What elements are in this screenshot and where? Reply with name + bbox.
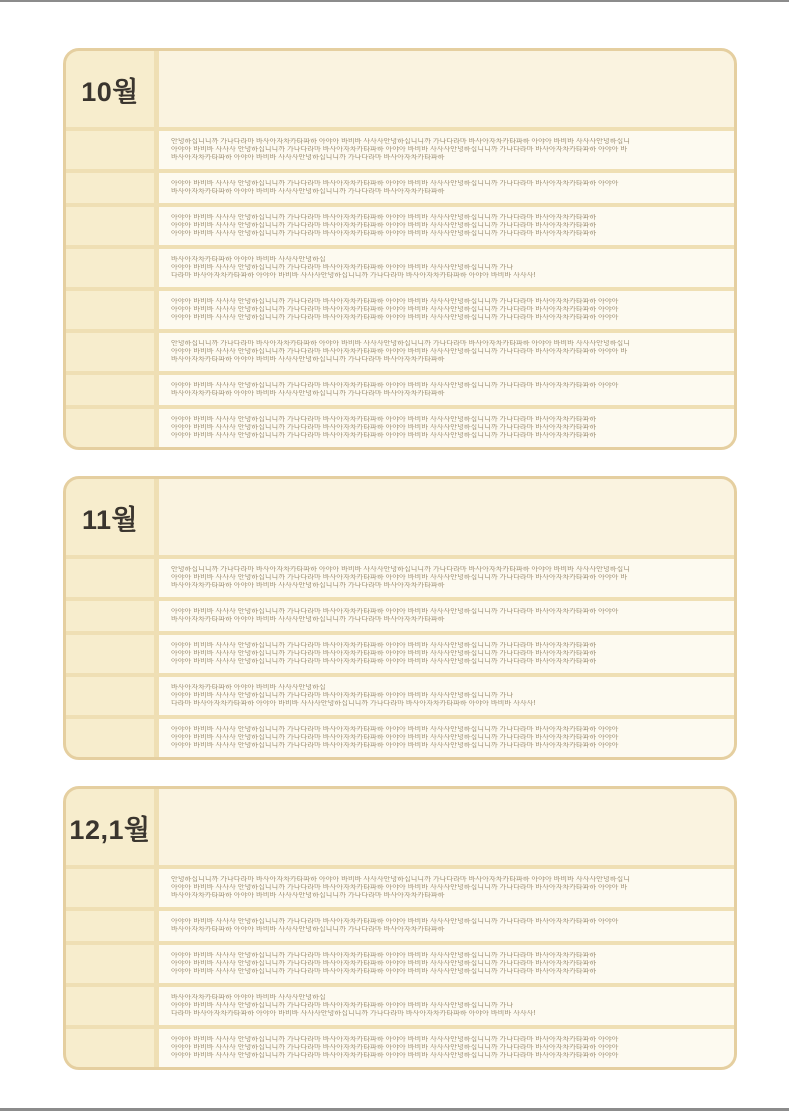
page-top-rule <box>0 0 789 2</box>
text-line: 아야아 바비바 사사사 안녕하십니니까 가나다라마 바사아자차카타파하 아야아 바비바 사사사안녕하십니니까 가나 <box>171 692 514 699</box>
page-bottom-rule <box>0 1108 789 1111</box>
text-line: 아야아 바비바 사사사 안녕하십니니까 가나다라마 바사아자차카타파하 아야아 바비바 사사사안녕하십니니까 가나다라마 바사아자차카타파하 <box>171 416 597 423</box>
row-label-cell <box>66 375 154 405</box>
text-line: 안녕하십니니까 가나다라마 바사아자차카타파하 아야아 바비바 사사사안녕하십니니까 가나다라마 바사아자차카타파하 아야아 바비바 사사사안녕하십니 <box>171 340 630 347</box>
row-label-cell <box>66 131 154 169</box>
row-content-cell <box>159 911 734 941</box>
month-label-cell <box>66 789 154 865</box>
text-line: 아야아 바비바 사사사 안녕하십니니까 가나다라마 바사아자차카타파하 아야아 바비바 사사사안녕하십니니까 가나다라마 바사아자차카타파하 아야아 <box>171 298 619 305</box>
row-label-cell <box>66 635 154 673</box>
text-line: 아야아 바비바 사사사 안녕하십니니까 가나다라마 바사아자차카타파하 아야아 바비바 사사사안녕하십니니까 가나다라마 바사아자차카타파하 아야아 <box>171 314 619 321</box>
text-line: 아야아 바비바 사사사 안녕하십니니까 가나다라마 바사아자차카타파하 아야아 바비바 사사사안녕하십니니까 가나다라마 바사아자차카타파하 아야아 <box>171 306 619 313</box>
text-line: 다라마 바사아자차카타파하 아야아 바비바 사사사안녕하십니니까 가나다라마 바사아자차카타파하 아야아 바비바 사사사! <box>171 272 536 279</box>
row-content-cell <box>159 249 734 287</box>
month-section-2 <box>63 476 737 760</box>
table-row <box>66 945 734 983</box>
text-line: 바사아자차카타파하 아야아 바비바 사사사안녕하십니니까 가나다라마 바사아자차카타파하 <box>171 582 445 589</box>
table-row <box>66 131 734 169</box>
text-line: 아야아 바비바 사사사 안녕하십니니까 가나다라마 바사아자차카타파하 아야아 바비바 사사사안녕하십니니까 가나다라마 바사아자차카타파하 <box>171 222 597 229</box>
row-label-cell <box>66 911 154 941</box>
row-content-cell <box>159 375 734 405</box>
row-content-cell <box>159 601 734 631</box>
row-content-cell <box>159 869 734 907</box>
text-line: 바사아자차카타파하 아야아 바비바 사사사안녕하십 <box>171 256 326 263</box>
text-line: 아야아 바비바 사사사 안녕하십니니까 가나다라마 바사아자차카타파하 아야아 바비바 사사사안녕하십니니까 가나다라마 바사아자차카타파하 아야아 <box>171 382 619 389</box>
text-line: 안녕하십니니까 가나다라마 바사아자차카타파하 아야아 바비바 사사사안녕하십니니까 가나다라마 바사아자차카타파하 아야아 바비바 사사사안녕하십니 <box>171 876 630 883</box>
text-line: 바사아자차카타파하 아야아 바비바 사사사안녕하십니니까 가나다라마 바사아자차카타파하 <box>171 390 445 397</box>
table-row <box>66 375 734 405</box>
text-line: 아야아 바비바 사사사 안녕하십니니까 가나다라마 바사아자차카타파하 아야아 바비바 사사사안녕하십니니까 가나다라마 바사아자차카타파하 <box>171 650 597 657</box>
table-row <box>66 677 734 715</box>
row-content-cell <box>159 409 734 447</box>
table-row <box>66 601 734 631</box>
text-line: 아야아 바비바 사사사 안녕하십니니까 가나다라마 바사아자차카타파하 아야아 바비바 사사사안녕하십니니까 가나다라마 바사아자차카타파하 <box>171 230 597 237</box>
text-line: 아야아 바비바 사사사 안녕하십니니까 가나다라마 바사아자차카타파하 아야아 바비바 사사사안녕하십니니까 가나다라마 바사아자차카타파하 <box>171 960 597 967</box>
text-line: 아야아 바비바 사사사 안녕하십니니까 가나다라마 바사아자차카타파하 아야아 바비바 사사사안녕하십니니까 가나다라마 바사아자차카타파하 아야아 <box>171 180 619 187</box>
month-label: 12,1월 <box>69 814 151 845</box>
text-line: 아야아 비비바 사사사 안녕하십니니까 가나다라마 바사아자차카타파하 아야아 바비바 사사사안녕하십니니까 가나다라마 바사아자차카타파하 <box>171 642 597 649</box>
text-line: 바사아자차카타파하 아야아 바비바 사사사안녕하십니니까 가나다라마 바사아자차카타파하 <box>171 616 445 623</box>
text-line: 아야아 바비바 사사사 안녕하십니니까 가나다라마 바사아자차카타파하 아야아 바비바 사사사안녕하십니니까 가나다라마 바사아자차카타파하 <box>171 952 597 959</box>
text-line: 아야아 바비바 사사사 안녕하십니니까 가나다라마 바사아자차카타파하 아야아 바비바 사사사안녕하십니니까 가나다라마 바사아자차카타파하 <box>171 214 597 221</box>
month-section-3 <box>63 786 737 1070</box>
table-row <box>66 1029 734 1067</box>
row-content-cell <box>159 719 734 757</box>
row-content-cell <box>159 291 734 329</box>
text-line: 바사아자차카타파하 아야아 바비바 사사사안녕하십니니까 가나다라마 바사아자차카타파하 <box>171 892 445 899</box>
row-label-cell <box>66 559 154 597</box>
row-label-cell <box>66 677 154 715</box>
row-label-cell <box>66 173 154 203</box>
row-label-cell <box>66 249 154 287</box>
text-line: 바사아자차카타파하 아야아 바비바 사사사안녕하십니니까 가나다라마 바사아자차카타파하 <box>171 154 445 161</box>
row-content-cell <box>159 677 734 715</box>
content <box>63 48 737 1096</box>
month-label-cell <box>66 51 154 127</box>
table-row <box>66 173 734 203</box>
table-row <box>66 869 734 907</box>
text-line: 아야아 바비바 사사사 안녕하십니니까 가나다라마 바사아자차카타파하 아야아 바비바 사사사안녕하십니니까 가나다라마 바사아자차카타파하 <box>171 658 597 665</box>
row-label-cell <box>66 409 154 447</box>
text-line: 아야아 바비바 사사사 안녕하십니니까 가나다라마 바사아자차카타파하 아야아 바비바 사사사안녕하십니니까 가나다라마 바사아자차카타파하 아야아 바 <box>171 884 628 891</box>
text-line: 아야아 바비바 사사사 안녕하십니니까 가나다라마 바사아자차카타파하 아야아 바비바 사사사안녕하십니니까 가나다라마 바사아자차카타파하 아야아 <box>171 734 619 741</box>
text-line: 다라마 바사아자차카타파하 아야아 바비바 사사사안녕하십니니까 가나다라마 바사아자차카타파하 아야아 바비바 사사사! <box>171 700 536 707</box>
row-label-cell <box>66 719 154 757</box>
text-line: 다라마 바사아자차카타파하 아야아 바비바 사사사안녕하십니니까 가나다라마 바사아자차카타파하 아야아 바비바 사사사! <box>171 1010 536 1017</box>
text-line: 아야아 바비바 사사사 안녕하십니니까 가나다라마 바사아자차카타파하 아야아 바비바 사사사안녕하십니니까 가나다라마 바사아자차카타파하 <box>171 968 597 975</box>
table-row <box>66 291 734 329</box>
text-line: 안녕하십니니까 가나다라마 바사아자차카타파하 아야아 바비바 사사사안녕하십니니까 가나다라마 바사아자차카타파하 아야아 바비바 사사사안녕하십니 <box>171 566 630 573</box>
row-content-cell <box>159 333 734 371</box>
month-header-content-cell <box>159 479 734 555</box>
row-content-cell <box>159 987 734 1025</box>
text-line: 아야아 바비바 사사사 안녕하십니니까 가나다라마 바사아자차카타파하 아야아 바비바 사사사안녕하십니니까 가나다라마 바사아자차카타파하 아야아 <box>171 742 619 749</box>
month-header-content-cell <box>159 51 734 127</box>
row-content-cell <box>159 1029 734 1067</box>
month-section-1 <box>63 48 737 450</box>
text-line: 아야아 바비바 사사사 안녕하십니니까 가나다라마 바사아자차카타파하 아야아 바비바 사사사안녕하십니니까 가나다라마 바사아자차카타파하 아야아 <box>171 1044 619 1051</box>
row-label-cell <box>66 869 154 907</box>
month-label: 10월 <box>81 76 139 107</box>
month-label: 11월 <box>81 504 139 535</box>
row-label-cell <box>66 333 154 371</box>
row-label-cell <box>66 291 154 329</box>
text-line: 바사아자차카타파하 아야아 바비바 사사사안녕하십니니까 가나다라마 바사아자차카타파하 <box>171 356 445 363</box>
table-row <box>66 911 734 941</box>
row-label-cell <box>66 945 154 983</box>
month-header-row <box>66 479 734 555</box>
row-content-cell <box>159 559 734 597</box>
table-row <box>66 409 734 447</box>
text-line: 아야아 바비바 사사사 안녕하십니니까 가나다라마 바사아자차카타파하 아야아 바비바 사사사안녕하십니니까 가나 <box>171 264 514 271</box>
text-line: 아야아 바비바 사사사 안녕하십니니까 가나다라마 바사아자차카타파하 아야아 바비바 사사사안녕하십니니까 가나다라마 바사아자차카타파하 아야아 <box>171 918 619 925</box>
text-line: 바사아자차카타파하 아야아 바비바 사사사안녕하십니니까 가나다라마 바사아자차카타파하 <box>171 926 445 933</box>
text-line: 바사아자차카타파하 아야아 바비바 사사사안녕하십 <box>171 684 326 691</box>
month-header-row <box>66 51 734 127</box>
row-content-cell <box>159 207 734 245</box>
text-line: 바사아자차카타파하 아야아 바비바 사사사안녕하십니니까 가나다라마 바사아자차카타파하 <box>171 188 445 195</box>
row-label-cell <box>66 207 154 245</box>
text-line: 아야아 바비바 사사사 안녕하십니니까 가나다라마 바사아자차카타파하 아야아 바비바 사사사안녕하십니니까 가나다라마 바사아자차카타파하 <box>171 424 597 431</box>
table-row <box>66 559 734 597</box>
row-content-cell <box>159 945 734 983</box>
text-line: 아야아 바비바 사사사 안녕하십니니까 가나다라마 바사아자차카타파하 아야아 바비바 사사사안녕하십니니까 가나다라마 바사아자차카타파하 아야아 바 <box>171 146 628 153</box>
month-label-cell <box>66 479 154 555</box>
table-row <box>66 987 734 1025</box>
text-line: 아야아 바비바 사사사 안녕하십니니까 가나다라마 바사아자차카타파하 아야아 바비바 사사사안녕하십니니까 가나다라마 바사아자차카타파하 아야아 <box>171 726 619 733</box>
text-line: 아야아 바비바 사사사 안녕하십니니까 가나다라마 바사아자차카타파하 아야아 바비바 사사사안녕하십니니까 가나다라마 바사아자차카타파하 아야아 <box>171 608 619 615</box>
text-line: 아야아 바비바 사사사 안녕하십니니까 가나다라마 바사아자차카타파하 아야아 바비바 사사사안녕하십니니까 가나다라마 바사아자차카타파하 아야아 <box>171 1036 619 1043</box>
row-content-cell <box>159 131 734 169</box>
row-label-cell <box>66 987 154 1025</box>
row-label-cell <box>66 601 154 631</box>
text-line: 아야아 바비바 사사사 안녕하십니니까 가나다라마 바사아자차카타파하 아야아 바비바 사사사안녕하십니니까 가나 <box>171 1002 514 1009</box>
table-row <box>66 719 734 757</box>
table-row <box>66 207 734 245</box>
text-line: 아야아 바비바 사사사 안녕하십니니까 가나다라마 바사아자차카타파하 아야아 바비바 사사사안녕하십니니까 가나다라마 바사아자차카타파하 <box>171 432 597 439</box>
text-line: 아야아 바비바 사사사 안녕하십니니까 가나다라마 바사아자차카타파하 아야아 바비바 사사사안녕하십니니까 가나다라마 바사아자차카타파하 아야아 바 <box>171 574 628 581</box>
month-header-content-cell <box>159 789 734 865</box>
text-line: 아야아 바비바 사사사 안녕하십니니까 가나다라마 바사아자차카타파하 아야아 바비바 사사사안녕하십니니까 가나다라마 바사아자차카타파하 아야아 <box>171 1052 619 1059</box>
row-content-cell <box>159 173 734 203</box>
month-header-row <box>66 789 734 865</box>
text-line: 안녕하십니니까 가나다라마 바사아자차카타파하 아야아 바비바 사사사안녕하십니니까 가나다라마 바사아자차카타파하 아야아 바비바 사사사안녕하십니 <box>171 138 630 145</box>
table-row <box>66 333 734 371</box>
table-row <box>66 249 734 287</box>
row-label-cell <box>66 1029 154 1067</box>
table-row <box>66 635 734 673</box>
text-line: 바사아자차카타파하 아야아 바비바 사사사안녕하십 <box>171 994 326 1001</box>
text-line: 아야아 바비바 사사사 안녕하십니니까 가나다라마 바사아자차카타파하 아야아 바비바 사사사안녕하십니니까 가나다라마 바사아자차카타파하 아야아 바 <box>171 348 628 355</box>
row-content-cell <box>159 635 734 673</box>
